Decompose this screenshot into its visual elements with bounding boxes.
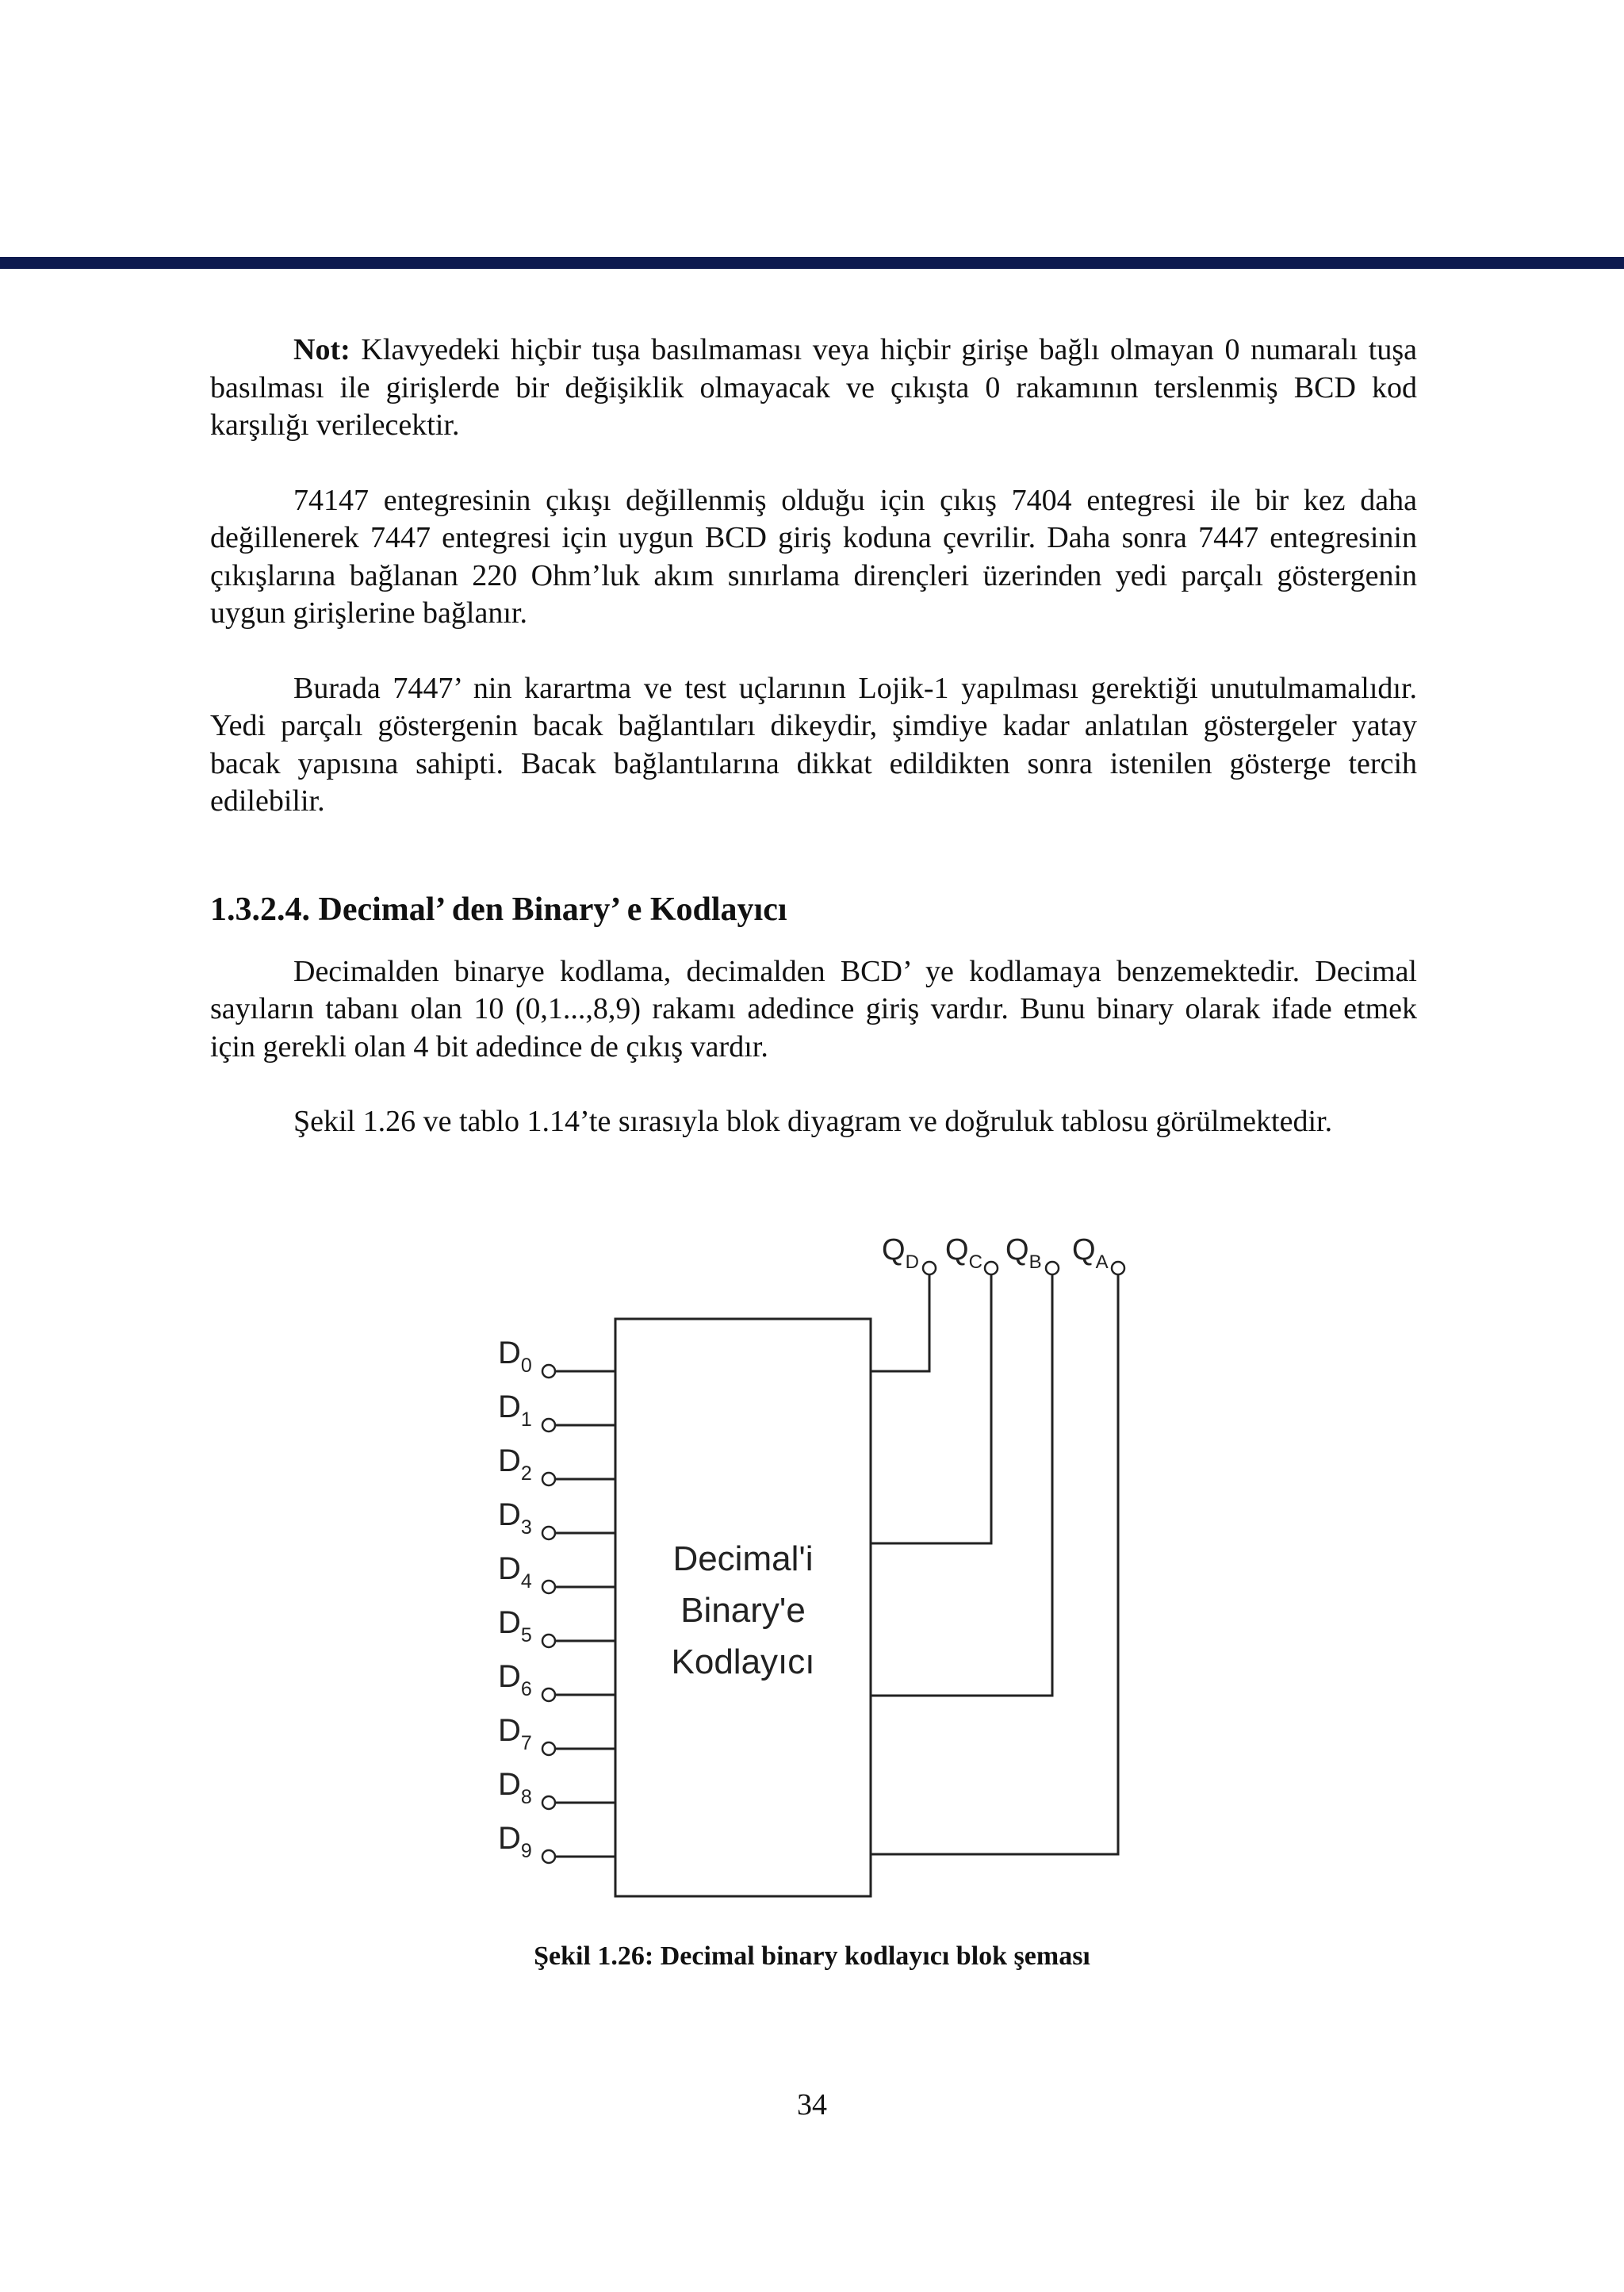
input-terminal	[542, 1850, 555, 1863]
note-paragraph	[210, 332, 1417, 445]
output-label-QC: $Q_C$	[945, 1233, 982, 1273]
input-label-D7: $D_7$	[498, 1713, 532, 1754]
output-terminal	[985, 1262, 998, 1274]
section-heading: 1.3.2.4. Decimal’ den Binary’ e Kodlayıcı	[210, 891, 787, 928]
input-label-D3: $D_3$	[498, 1497, 532, 1539]
output-wire	[871, 1274, 1118, 1854]
input-terminal	[542, 1365, 555, 1378]
page-body	[210, 332, 1417, 1141]
output-wire	[871, 1274, 991, 1543]
block-label-line: Decimal'i	[672, 1539, 814, 1578]
input-label-D9: $D_9$	[498, 1821, 532, 1862]
output-wire	[871, 1274, 929, 1371]
output-label-QD: $Q_D$	[882, 1233, 919, 1273]
input-label-D0: $D_0$	[498, 1336, 532, 1377]
input-terminal	[542, 1635, 555, 1647]
page-number: 34	[797, 2088, 827, 2121]
output-wire	[871, 1274, 1052, 1696]
input-terminal	[542, 1527, 555, 1539]
block-label-line: Kodlayıcı	[671, 1642, 815, 1681]
input-terminal	[542, 1581, 555, 1593]
paragraph-decimal-binary: Decimalden binarye kodlama, decimalden BCD’ ye kodlamaya benzemektedir. Decimal sayıların tabanı olan 10 (0,1...,8,9) rakamı adedince giriş vardır. Bunu binary olarak ifade etmek için gerekli olan 4 bit adedince de çıkış vardır.	[210, 954, 1417, 1064]
output-terminal	[1112, 1262, 1124, 1274]
input-label-D5: $D_5$	[498, 1605, 532, 1646]
input-label-D1: $D_1$	[498, 1389, 532, 1431]
block-label-line: Binary'e	[680, 1591, 806, 1630]
paragraph-figure-reference: Şekil 1.26 ve tablo 1.14’te sırasıyla blok diyagram ve doğruluk tablosu görülmektedir.	[293, 1105, 1333, 1138]
input-terminal	[542, 1742, 555, 1755]
note-text: Klavyedeki hiçbir tuşa basılmaması veya hiçbir girişe bağlı olmayan 0 numaralı tuşa basılması ile girişlerde bir değişiklik olmayacak ve çıkışta 0 rakamının terslenmiş BCD kod karşılığı verilecektir.	[210, 333, 1417, 442]
input-label-D2: $D_2$	[498, 1443, 532, 1485]
input-terminal	[542, 1419, 555, 1432]
output-terminal	[923, 1262, 936, 1274]
input-terminal	[542, 1688, 555, 1701]
encoder-block-diagram	[0, 1190, 1624, 1951]
input-terminal	[542, 1473, 555, 1485]
note-lead: Not:	[293, 333, 350, 366]
input-label-D4: $D_4$	[498, 1551, 532, 1593]
output-label-QB: $Q_B$	[1005, 1233, 1042, 1273]
figure-caption: Şekil 1.26: Decimal binary kodlayıcı blok şeması	[534, 1941, 1090, 1971]
header-rule	[0, 257, 1624, 269]
input-label-D6: $D_6$	[498, 1659, 532, 1700]
paragraph-7447: Burada 7447’ nin karartma ve test uçlarının Lojik-1 yapılması gerektiği unutulmamalıdır. Yedi parçalı göstergenin bacak bağlantıları dikeydir, şimdiye kadar anlatılan göstergeler yatay bacak yapısına sahipti. Bacak bağlantılarına dikkat edildikten sonra istenilen gösterge tercih edilebilir.	[210, 671, 1417, 818]
input-terminal	[542, 1796, 555, 1809]
output-label-QA: $Q_A$	[1072, 1233, 1109, 1273]
input-label-D8: $D_8$	[498, 1767, 532, 1808]
output-terminal	[1046, 1262, 1059, 1274]
paragraph-74147: 74147 entegresinin çıkışı değillenmiş olduğu için çıkış 7404 entegresi ile bir kez daha değillenerek 7447 entegresi için uygun BCD giriş koduna çevrilir. Daha sonra 7447 entegresinin çıkışlarına bağlanan 220 Ohm’luk akım sınırlama dirençleri üzerinden yedi parçalı göstergenin uygun girişlerine bağlanır.	[210, 483, 1417, 630]
